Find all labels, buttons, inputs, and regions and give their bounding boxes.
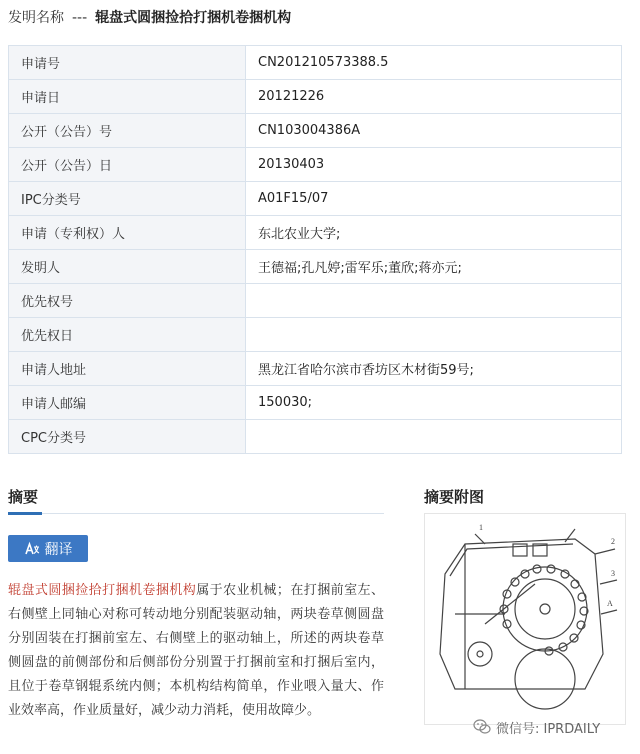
field-key: CPC分类号 [9, 420, 246, 454]
table-row [9, 216, 622, 250]
figure-heading: 摘要附图 [424, 488, 485, 506]
abstract-body: 属于农业机械；在打捆前室左、右侧壁上同轴心对称可转动地分别配装驱动轴，两块卷草侧圆盘分别固装在打捆前室左、右侧壁上的驱动轴上，所述的两块卷草侧圆盘的前侧部份和后侧部份分别置于打捆前室和打捆后室内，且位于卷草钢辊系统内侧；本机构结构简单，作业喂入量大、作业效率高，作业质量好，减少动力消耗，使用故障少。 [8, 583, 384, 718]
translate-label: 翻译 [44, 541, 73, 558]
field-value: 黑龙江省哈尔滨市香坊区木材街59号; [246, 352, 622, 386]
field-key: 公开（公告）号 [9, 114, 246, 148]
svg-text:3: 3 [611, 569, 615, 578]
table-row [9, 182, 622, 216]
invention-title-bar [8, 4, 632, 32]
watermark-text: 微信号: IPRDAILY [496, 721, 601, 737]
abstract-highlight: 辊盘式圆捆捡拾打捆机卷捆机构 [8, 583, 197, 598]
field-key: 发明人 [9, 250, 246, 284]
field-value [246, 420, 622, 454]
title-separator: --- [72, 10, 88, 26]
svg-text:A: A [607, 599, 613, 608]
table-row [9, 250, 622, 284]
translate-icon [24, 541, 40, 557]
svg-text:2: 2 [611, 537, 615, 546]
translate-button[interactable] [8, 535, 88, 562]
table-row [9, 318, 622, 352]
abstract-divider [8, 513, 384, 514]
abstract-text [8, 579, 384, 723]
field-key: 优先权号 [9, 284, 246, 318]
wechat-watermark [473, 714, 600, 740]
field-key: 申请号 [9, 46, 246, 80]
field-value: CN103004386A [246, 114, 622, 148]
field-key: 优先权日 [9, 318, 246, 352]
machine-drawing [425, 514, 625, 724]
invention-name: 辊盘式圆捆捡拾打捆机卷捆机构 [95, 10, 292, 26]
table-row [9, 284, 622, 318]
field-key: 申请人地址 [9, 352, 246, 386]
field-value: CN201210573388.5 [246, 46, 622, 80]
wechat-icon [473, 719, 491, 735]
field-value: 东北农业大学; [246, 216, 622, 250]
field-value: 20121226 [246, 80, 622, 114]
abstract-heading: 摘要 [8, 488, 39, 506]
field-value [246, 284, 622, 318]
field-key: 申请日 [9, 80, 246, 114]
field-key: 申请人邮编 [9, 386, 246, 420]
field-value: 20130403 [246, 148, 622, 182]
table-row [9, 386, 622, 420]
field-value: 王德福;孔凡婷;雷军乐;董欣;蒋亦元; [246, 250, 622, 284]
abstract-divider-accent [8, 512, 42, 515]
field-value: A01F15/07 [246, 182, 622, 216]
field-value: 150030; [246, 386, 622, 420]
table-row [9, 46, 622, 80]
field-key: 申请（专利权）人 [9, 216, 246, 250]
table-row [9, 80, 622, 114]
table-row [9, 114, 622, 148]
title-label: 发明名称 [8, 10, 64, 26]
field-key: 公开（公告）日 [9, 148, 246, 182]
abstract-figure [424, 513, 626, 725]
svg-text:1: 1 [479, 523, 483, 532]
field-key: IPC分类号 [9, 182, 246, 216]
patent-info-table [8, 45, 622, 454]
field-value [246, 318, 622, 352]
table-row [9, 420, 622, 454]
table-row [9, 148, 622, 182]
table-row [9, 352, 622, 386]
